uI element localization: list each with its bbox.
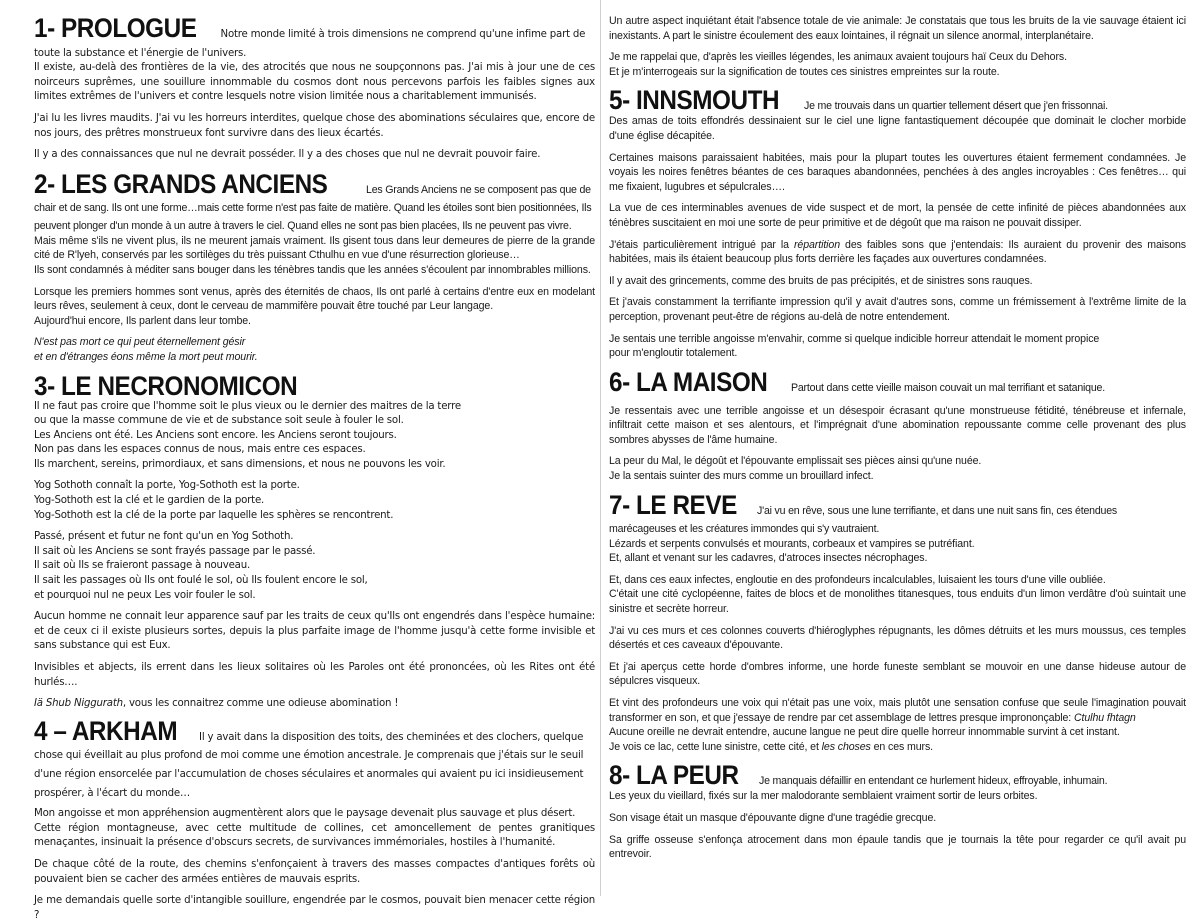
italic-name: Iä Shub Niggurath: [34, 698, 123, 710]
paragraph: Et j'ai aperçus cette horde d'ombres informe, une horde funeste semblant se mouvoir en une danse hideuse autour de sépulcres visqueux.: [609, 660, 1186, 688]
paragraph: Je me demandais quelle sorte d'intangible souillure, engendrée par le cosmos, pouvait bien menacer cette région ?: [34, 895, 595, 921]
right-page: [600, 0, 1200, 896]
section-prologue: [34, 14, 595, 163]
paragraph: Et, dans ces eaux infectes, engloutie en des profondeurs incalculables, luisaient les tours d'une ville oubliée.: [609, 573, 1106, 586]
section-title: 5- INNSMOUTH: [609, 85, 780, 116]
paragraph: Il y a des connaissances que nul ne devrait posséder. Il y a des choses que nul ne devrait pouvoir faire.: [34, 149, 541, 161]
section-la-peur: [609, 761, 1186, 861]
verse-block: [34, 400, 595, 473]
verse-line: Il sait les passages où Ils ont foulé le sol, où Ils foulent encore le sol,: [34, 575, 368, 587]
section-continuation: [609, 14, 1186, 79]
paragraph: De chaque côté de la route, des chemins s'enfonçaient à travers des masses compactes d'antiques forêts où pouvaient bien se cacher des armées entières de mauvais esprits.: [34, 858, 595, 885]
paragraph-text: des faibles sons que j'entendais: Ils auraient du provenir des maisons habitées, mais ils étaient beaucoup plus forts derrière les façades aux ouvertures condamnées.: [609, 238, 1186, 266]
section-innsmouth: [609, 86, 1186, 360]
paragraph: Lorsque les premiers hommes sont venus, après des éternités de chaos, Ils ont parlé à certains d'entre eux en modelant leurs rêves, seulement à ceux, dont le cerveau de mammifère pouvait être touché par Leur langage.: [34, 285, 595, 313]
paragraph-text: en ces murs.: [870, 740, 934, 753]
paragraph: Aucun homme ne connait leur apparence sauf par les traits de ceux qu'Ils ont engendrés dans l'espèce humaine: et de ceux ci il existe plusieurs sortes, depuis la plus parfaite image de l'homme jusqu'à cette forme invisible et sans substance qui est Eux.: [34, 611, 595, 652]
paragraph: Lézards et serpents convulsés et mourants, corbeaux et vampires se putréfiant.: [609, 537, 975, 550]
paragraph: Un autre aspect inquiétant était l'absence totale de vie animale: Je constatais que tous les bruits de la vie sauvage étaient ici inexistants. A part le sinistre écoulement des eaux lointaines, il régnait un silence anormal, interplanétaire.: [609, 15, 1186, 42]
paragraph: Et, allant et venant sur les cadavres, d'atroces insectes nécrophages.: [609, 552, 928, 565]
verse-block: [34, 530, 595, 603]
verse-line: Ils marchent, sereins, primordiaux, et sans dimensions, et nous ne pouvons les voir.: [34, 458, 446, 470]
paragraph: J'ai lu les livres maudits. J'ai vu les horreurs interdites, quelque chose des abominations séculaires que, encore de nos jours, des prêtres monstrueux font survivre dans des lieux écartés.: [34, 112, 595, 139]
verse-line: Il ne faut pas croire que l'homme soit le plus vieux ou le dernier des maitres de la terre: [34, 400, 461, 412]
section-intro: Partout dans cette vieille maison couvait un mal terrifiant et satanique.: [791, 381, 1105, 394]
section-necronomicon: [34, 372, 595, 712]
paragraph-text: , vous les connaitrez comme une odieuse abomination !: [122, 698, 399, 710]
section-title: 7- LE REVE: [609, 489, 737, 520]
italic-word: répartition: [794, 238, 841, 251]
paragraph: Ils sont condamnés à méditer sans bouger dans les ténèbres tandis que les années s'écoulent par innombrables millions.: [34, 263, 591, 276]
paragraph-text: J'étais particulièrement intrigué par la: [609, 238, 794, 251]
section-intro: Il y avait dans la disposition des toits, des cheminées et des clochers, quelque chose qui éveillait au plus profond de moi comme une émotion ancestrale. Je comprenais que j'étais sur le seuil d'une région ensorcelée par l'accumulation de choses séculaires et anormales qui avaient pu ici insidieusement prospérer, à l'écart du monde…: [34, 731, 584, 799]
section-title: 8- LA PEUR: [609, 760, 739, 791]
paragraph: Et j'avais constamment la terrifiante impression qu'il y avait d'autres sons, comme un frémissement à l'extrême limite de la perception, provenant peut-être de régions au-delà de notre entendement.: [609, 296, 1186, 323]
paragraph: Mon angoisse et mon appréhension augmentèrent alors que le paysage devenait plus sauvage et plus désert.: [34, 808, 576, 820]
verse-line: Yog-Sothoth est la clé et le gardien de la porte.: [34, 495, 265, 507]
verse-line: Il sait où Ils se fraieront passage à nouveau.: [34, 560, 251, 572]
paragraph: Je la sentais suinter des murs comme un brouillard infect.: [609, 470, 874, 483]
section-intro: J'ai vu en rêve, sous une lune terrifiante, et dans une nuit sans fin, ces étendues marécageuses et les créatures immondes qui s'y vautraient.: [609, 504, 1118, 535]
italic-incantation: Ctulhu fhtagn: [1074, 711, 1136, 724]
paragraph-text: Je vois ce lac, cette lune sinistre, cette cité, et: [609, 740, 822, 753]
verse-line: Passé, présent et futur ne font qu'un en Yog Sothoth.: [34, 531, 294, 543]
verse-line: Yog-Sothoth est la clé de la porte par laquelle les sphères se rencontrent.: [34, 509, 394, 521]
paragraph: Il existe, au-delà des frontières de la vie, des atrocités que nous ne soupçonnons pas. J'ai mis à jour une de ces noirceurs suprêmes, une souillure innommable du cosmos dont nous percevons parfois les faibles signes aux limites extrêmes de l'univers et contre lesquels notre vision limitée nous a charitablement immunisés.: [34, 62, 595, 103]
section-intro: Je me trouvais dans un quartier tellement désert que j'en frissonnai.: [804, 100, 1108, 113]
verse-line: ou que la masse commune de vie et de substance soit seule à fouler le sol.: [34, 415, 404, 427]
left-page: [0, 0, 600, 921]
paragraph: Cette région montagneuse, avec cette multitude de collines, cet amoncellement de pentes granitiques menaçantes, insinuait la présence d'obscurs secrets, de survivances immémoriales, hostiles à l'humanité.: [34, 822, 595, 849]
section-arkham: [34, 717, 595, 923]
paragraph: Et je m'interrogeais sur la signification de toutes ces sinistres empreintes sur la route.: [609, 65, 1000, 78]
section-grands-anciens: [34, 170, 595, 365]
quote-line: N'est pas mort ce qui peut éternellement gésir: [34, 336, 246, 349]
section-intro: Notre monde limité à trois dimensions ne comprend qu'une infime part de toute la substance et l'énergie de l'univers.: [34, 29, 586, 59]
section-title: 1- PROLOGUE: [34, 13, 197, 43]
paragraph: Invisibles et abjects, ils errent dans les lieux solitaires où les Paroles ont été prononcées, où les Rites ont été hurlés….: [34, 662, 595, 688]
paragraph: pour m'engloutir totalement.: [609, 347, 738, 360]
paragraph: J'ai vu ces murs et ces colonnes couverts d'hiéroglyphes répugnants, les dômes détruits et les murs moussus, ces temples désertés et ces caveaux d'épouvante.: [609, 624, 1186, 652]
verse-line: Les Anciens ont été. Les Anciens sont encore. les Anciens seront toujours.: [34, 429, 397, 441]
paragraph: Aucune oreille ne devrait entendre, aucune langue ne peut dire quelle horreur innommable survint à cet instant.: [609, 726, 1120, 739]
paragraph: La peur du Mal, le dégoût et l'épouvante emplissait ses pièces ainsi qu'une nuée.: [609, 455, 982, 468]
verse-block: [34, 479, 595, 523]
paragraph: Sa griffe osseuse s'enfonça atrocement dans mon épaule tandis que je tournais la tête pour regarder ce qu'il avait pu entrevoir.: [609, 833, 1186, 861]
section-title: 6- LA MAISON: [609, 366, 768, 397]
paragraph: Son visage était un masque d'épouvante digne d'une tragédie grecque.: [609, 811, 937, 824]
italic-phrase: les choses: [821, 740, 871, 753]
paragraph: Des amas de toits effondrés dessinaient sur le ciel une ligne fantastiquement découpée que dominait le clocher morbide d'une église décapitée.: [609, 115, 1186, 142]
paragraph: Certaines maisons paraissaient habitées, mais pour la plupart toutes les ouvertures étaient fermement condamnées. Je voyais les noires fenêtres béantes de ces baraques abandonnées, penchées à des angles incroyables : Ces fenêtres… qui me fixaient, lugubres et sépulcrales….: [609, 151, 1186, 193]
paragraph-text: Et vint des profondeurs une voix qui n'était pas une voix, mais plutôt une sensation confuse que seule l'imagination pouvait transformer en son, et que j'essaye de rendre par cet assemblage de lettres presque imprononçable:: [609, 697, 1186, 724]
section-intro: Je manquais défaillir en entendant ce hurlement hideux, effroyable, inhumain.: [759, 775, 1108, 788]
verse-line: Yog Sothoth connaît la porte, Yog-Sothoth est la porte.: [34, 480, 300, 492]
paragraph: C'était une cité cyclopéenne, faites de blocs et de monolithes titanesques, tous enduits d'un limon verdâtre d'où suintait une sinistre et secrète horreur.: [609, 588, 1186, 616]
section-title: 3- LE NECRONOMICON: [34, 370, 298, 401]
paragraph: Je me rappelai que, d'après les vieilles légendes, les animaux avaient toujours haï Ceux du Dehors.: [609, 51, 1067, 64]
section-title: 2- LES GRANDS ANCIENS: [34, 168, 328, 199]
paragraph: Je ressentais avec une terrible angoisse et un désespoir écrasant qu'une monstrueuse fétidité, ténébreuse et infernale, infiltrait cette maison et ses alentours, et l'imprégnait d'une abomination repoussante comme celle provenant des plus sombres abysses de l'âme humaine.: [609, 404, 1186, 446]
paragraph: [609, 238, 1186, 267]
verse-line: Il sait où les Anciens se sont frayés passage par le passé.: [34, 545, 316, 557]
paragraph: Mais même s'ils ne vivent plus, ils ne meurent jamais vraiment. Ils gisent tous dans leur demeures de pierre de la grande cité de R'lyeh, conservés par les sortilèges du très puissant Cthulhu en vue d'une résurrection glorieuse…: [34, 234, 595, 262]
section-la-maison: [609, 368, 1186, 484]
section-title: 4 – ARKHAM: [34, 715, 178, 746]
verse-line: Non pas dans les espaces connus de nous, mais entre ces espaces.: [34, 444, 366, 456]
quote-line: et en d'étranges éons même la mort peut mourir.: [34, 350, 258, 363]
paragraph: [34, 697, 595, 712]
paragraph: [609, 740, 1186, 755]
paragraph: Je sentais une terrible angoisse m'envahir, comme si quelque indicible horreur attendait le moment propice: [609, 332, 1100, 345]
paragraph: Il y avait des grincements, comme des bruits de pas précipités, et de sinistres sons rauques.: [609, 274, 1033, 287]
paragraph: La vue de ces interminables avenues de vide suspect et de mort, la pensée de cette infinité de pièces abandonnées aux ténèbres suscitaient en moi une sorte de peur primitive et de dégoût que ma raison ne pouvait dissiper.: [609, 202, 1186, 229]
section-le-reve: [609, 491, 1186, 755]
section-intro: Les Grands Anciens ne se composent pas que de chair et de sang. Ils ont une forme…mais cette forme n'est pas faite de matière. Quand les étoiles sont bien positionnées, Ils peuvent plonger d'un monde à un autre à travers le ciel. Quand elles ne sont pas bien placées, Ils ne peuvent pas vivre.: [34, 183, 592, 232]
paragraph: [609, 696, 1186, 725]
verse-line: et pourquoi nul ne peux Les voir fouler le sol.: [34, 589, 256, 601]
paragraph: Aujourd'hui encore, Ils parlent dans leur tombe.: [34, 314, 251, 327]
paragraph: Les yeux du vieillard, fixés sur la mer malodorante semblaient vraiment sortir de leurs orbites.: [609, 790, 1038, 803]
